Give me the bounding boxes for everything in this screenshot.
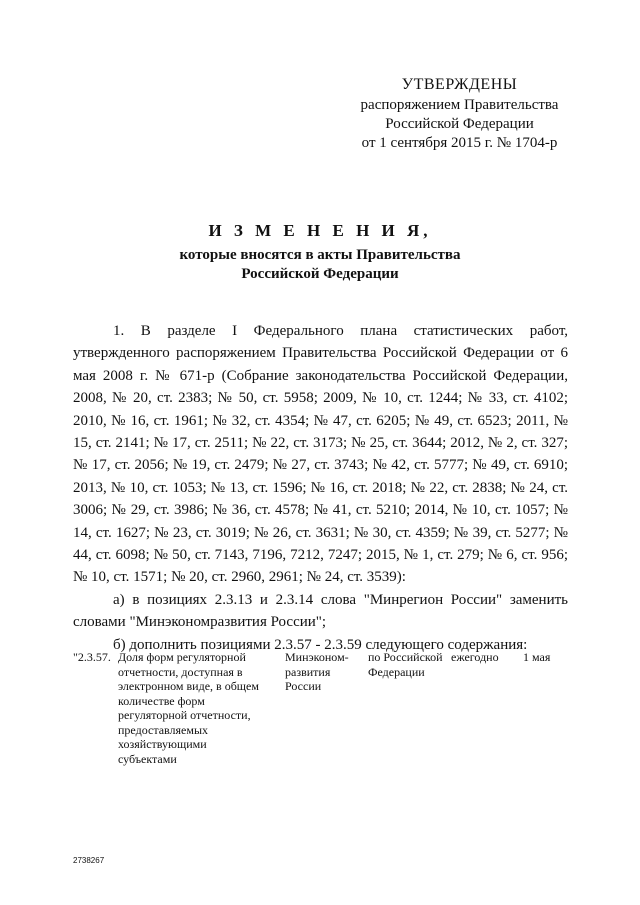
title-sub-line-1: которые вносятся в акты Правительства [179,247,461,263]
position-scope: по Российской Федерации [368,650,443,679]
document-title [60,220,580,284]
title-main: И З М Е Н Е Н И Я, [208,221,432,240]
document-body [73,320,568,656]
document-code: 2738267 [73,856,105,865]
position-date: 1 мая [523,650,551,664]
approval-line-2: Российской Федерации [385,116,534,132]
position-agency: Минэконом-развития России [285,650,349,693]
approval-line-1: распоряжением Правительства [360,97,559,113]
position-number: "2.3.57. [73,650,111,664]
approval-heading: УТВЕРЖДЕНЫ [401,76,518,93]
title-sub-line-2: Российской Федерации [241,266,399,282]
paragraph-a: а) в позициях 2.3.13 и 2.3.14 слова "Минрегион России" заменить словами "Минэкономразвития России"; [73,591,568,631]
paragraph-1: 1. В разделе I Федерального плана статистических работ, утвержденного распоряжением Правительства Российской Федерации от 6 мая 2008 г. № 671-р (Собрание законодательства Российской Федерации, 2008, № 20, ст. 2383; № 50, ст. 5958; 2009, № 10, ст. 1244; № 33, ст. 4102; 2010, № 16, ст. 1961; № 32, ст. 4354; № 47, ст. 6205; № 49, ст. 6523; 2011, № 15, ст. 2141; № 17, ст. 2511; № 22, ст. 3173; № 25, ст. 3644; 2012, № 2, ст. 327; № 17, ст. 2056; № 19, ст. 2479; № 27, ст. 3743; № 42, ст. 5777; № 49, ст. 6910; 2013, № 10, ст. 1053; № 13, ст. 1596; № 16, ст. 2018; № 22, ст. 2838; № 24, ст. 3006; № 29, ст. 3986; № 36, ст. 4578; № 41, ст. 5210; 2014, № 10, ст. 1057; № 14, ст. 1627; № 23, ст. 3019; № 26, ст. 3631; № 30, ст. 4359; № 39, ст. 5277; № 44, ст. 6098; № 50, ст. 7143, 7196, 7212, 7247; 2015, № 1, ст. 279; № 6, ст. 956; № 10, ст. 1571; № 20, ст. 2960, 2961; № 24, ст. 3539): [73,323,568,586]
title-subtitle [60,246,580,284]
position-name: Доля форм регуляторной отчетности, доступная в электронном виде, в общем количестве форм регуляторной отчетности, предоставляемых хозяйствующими субъектами [118,650,259,766]
position-frequency: ежегодно [451,650,499,664]
approval-line-3: от 1 сентября 2015 г. № 1704-р [361,135,558,151]
approval-block [352,75,567,153]
paragraph-b: б) дополнить позициями 2.3.57 - 2.3.59 следующего содержания: [113,636,528,653]
